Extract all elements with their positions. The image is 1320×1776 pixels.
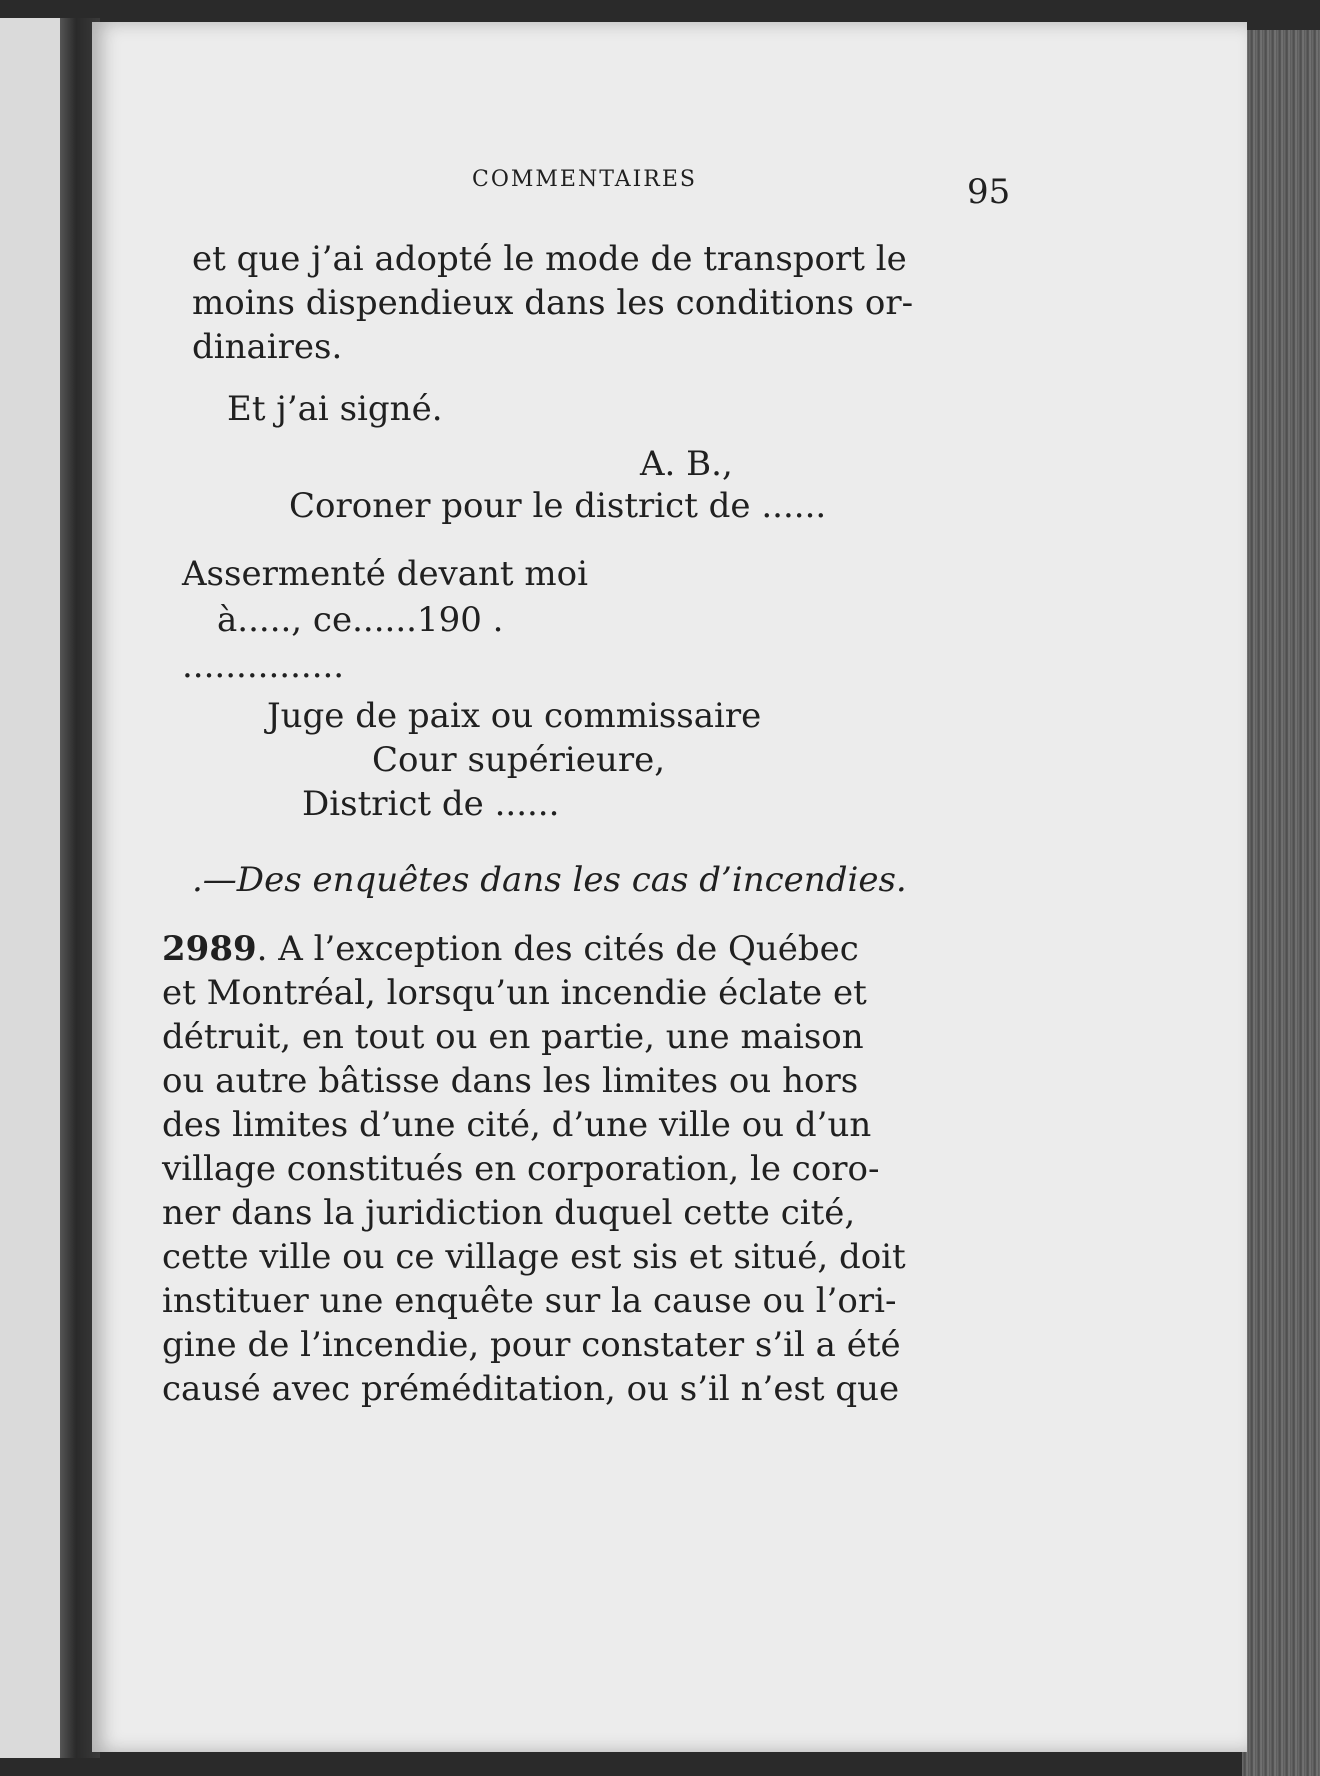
signature-name: A. B., bbox=[640, 444, 733, 484]
text-line: et que j’ai adopté le mode de transport le bbox=[192, 239, 907, 279]
signature-dots: ............... bbox=[182, 646, 345, 686]
article-number: 2989 bbox=[162, 929, 257, 969]
article-paragraph bbox=[162, 927, 962, 1411]
sworn-date-line: à....., ce......190 . bbox=[217, 600, 504, 640]
text-line: village constitués en corporation, le coro- bbox=[162, 1149, 880, 1189]
sworn-line: Assermenté devant moi bbox=[182, 554, 588, 594]
text-line: dinaires. bbox=[192, 327, 343, 367]
text-line: et Montréal, lorsqu’un incendie éclate et bbox=[162, 973, 867, 1013]
page-number: 95 bbox=[967, 172, 1011, 212]
article-first-line: . A l’exception des cités de Québec bbox=[256, 929, 859, 969]
text-line: moins dispendieux dans les conditions or- bbox=[192, 283, 914, 323]
text-line: ou autre bâtisse dans les limites ou hors bbox=[162, 1061, 859, 1101]
page-edges bbox=[1242, 30, 1320, 1776]
section-heading: .—Des enquêtes dans les cas d’incendies. bbox=[192, 860, 907, 900]
text-line: des limites d’une cité, d’une ville ou d’un bbox=[162, 1105, 872, 1145]
coroner-line: Coroner pour le district de ...... bbox=[289, 486, 827, 526]
text-line: détruit, en tout ou en partie, une maison bbox=[162, 1017, 864, 1057]
text-line: causé avec préméditation, ou s’il n’est que bbox=[162, 1369, 900, 1409]
text-line: gine de l’incendie, pour constater s’il a été bbox=[162, 1325, 901, 1365]
signed-line: Et j’ai signé. bbox=[227, 389, 443, 429]
text-line: instituer une enquête sur la cause ou l’ori- bbox=[162, 1281, 897, 1321]
juge-line: Juge de paix ou commissaire bbox=[267, 696, 762, 736]
book-page bbox=[92, 22, 1247, 1752]
cour-line: Cour supérieure, bbox=[372, 740, 666, 780]
running-title: COMMENTAIRES bbox=[472, 167, 697, 192]
paragraph-transport bbox=[192, 237, 972, 369]
text-line: cette ville ou ce village est sis et situé, doit bbox=[162, 1237, 906, 1277]
text-line: ner dans la juridiction duquel cette cité, bbox=[162, 1193, 856, 1233]
text-line bbox=[162, 927, 962, 971]
district-line: District de ...... bbox=[302, 784, 560, 824]
